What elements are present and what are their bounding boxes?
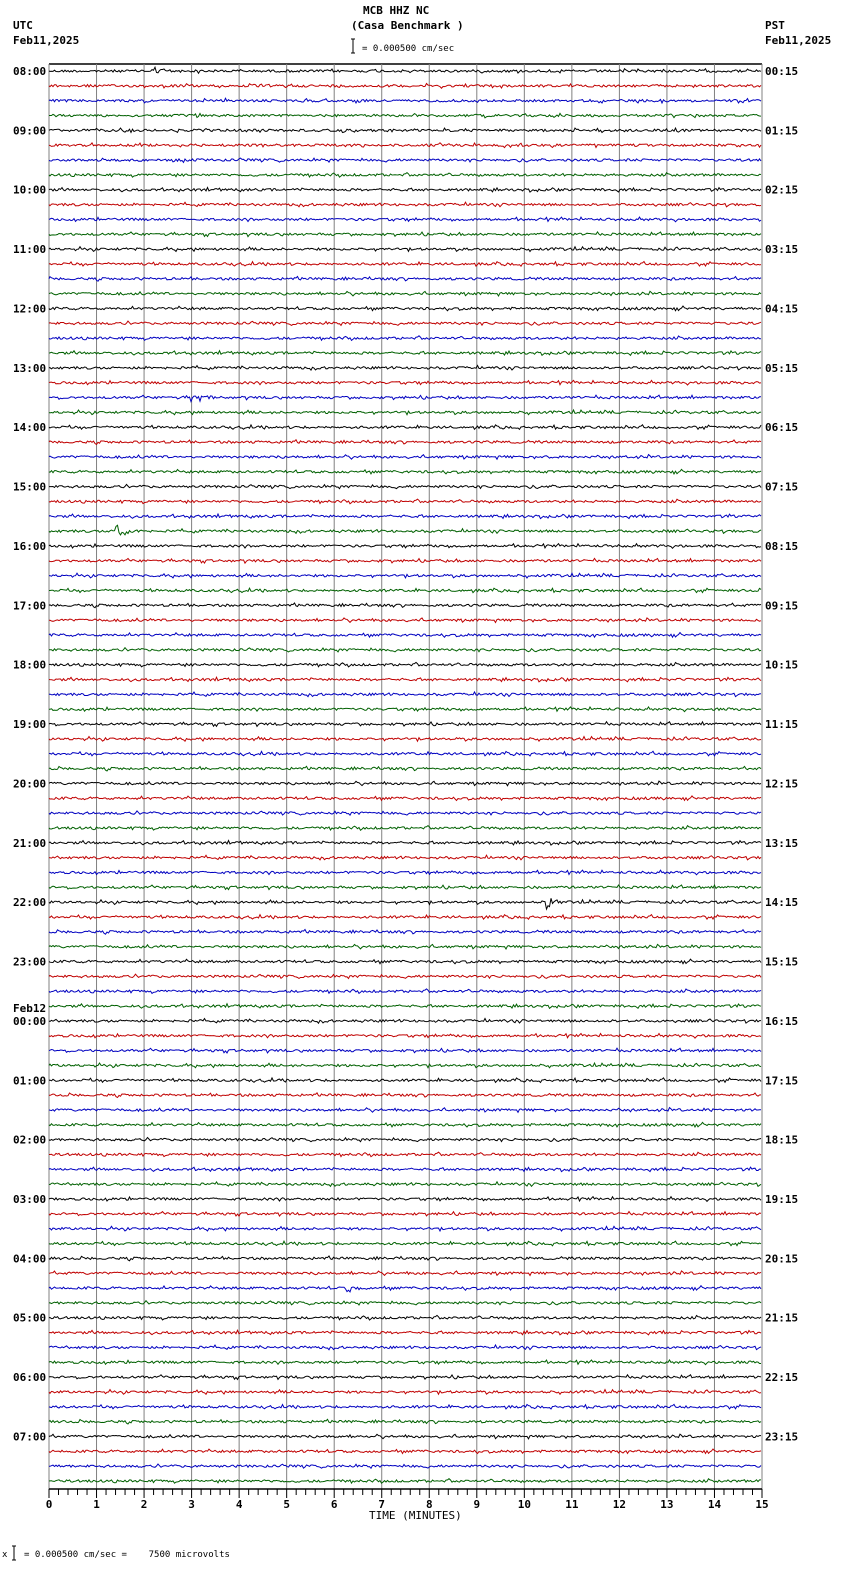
seismic-trace: [49, 1390, 761, 1395]
x-tick-label: 12: [612, 1498, 627, 1511]
scale-bar-icon: [351, 39, 355, 53]
seismic-trace: [49, 321, 761, 325]
utc-hour-label: 11:00: [13, 243, 47, 257]
seismic-trace: [49, 336, 761, 341]
pst-hour-label: 07:15: [765, 480, 799, 494]
seismic-trace: [49, 499, 761, 504]
utc-hour-label: 00:00: [13, 1014, 47, 1028]
seismic-trace: [49, 1048, 761, 1053]
utc-hour-label: 08:00: [13, 65, 47, 78]
seismic-trace: [49, 67, 761, 73]
seismic-trace: [49, 898, 761, 909]
footer-scale-bar-icon: [12, 1546, 16, 1560]
seismic-trace: [49, 662, 761, 667]
utc-hour-label: 09:00: [13, 124, 47, 138]
pst-hour-label: 00:15: [765, 65, 799, 78]
x-tick-label: 6: [330, 1498, 338, 1511]
seismic-trace: [49, 989, 761, 994]
seismic-trace: [49, 306, 761, 311]
seismic-trace: [49, 514, 761, 519]
pst-hour-label: 01:15: [765, 124, 799, 138]
x-axis-title: TIME (MINUTES): [369, 1509, 462, 1522]
seismic-trace: [49, 158, 761, 162]
seismic-trace: [49, 855, 761, 860]
seismic-trace: [49, 1182, 761, 1187]
seismic-trace: [49, 1464, 761, 1468]
seismic-trace: [49, 1167, 761, 1172]
station-location: (Casa Benchmark ): [351, 19, 464, 32]
seismic-trace: [49, 1063, 761, 1068]
utc-hour-label: 20:00: [13, 777, 47, 791]
seismic-trace: [49, 128, 761, 132]
utc-hour-label: 06:00: [13, 1371, 47, 1385]
seismic-trace: [49, 737, 761, 742]
station-title: MCB HHZ NC: [363, 4, 430, 17]
seismic-trace: [49, 380, 761, 385]
seismic-trace: [49, 410, 761, 415]
seismic-trace: [49, 525, 761, 535]
seismic-trace: [49, 1004, 761, 1009]
date-change-label: Feb12: [13, 1002, 47, 1015]
seismic-trace: [49, 618, 761, 623]
pst-hour-label: 22:15: [765, 1371, 799, 1385]
x-tick-label: 1: [93, 1498, 100, 1511]
seismic-trace: [49, 1138, 761, 1142]
pst-hour-label: 19:15: [765, 1193, 799, 1206]
seismic-trace: [49, 1286, 761, 1292]
seismic-trace: [49, 351, 761, 356]
utc-hour-label: 15:00: [13, 480, 47, 494]
seismic-trace: [49, 1226, 761, 1231]
utc-hour-label: 23:00: [13, 955, 47, 969]
seismic-trace: [49, 1122, 761, 1127]
seismic-trace: [49, 885, 761, 890]
seismic-trace: [49, 588, 761, 593]
pst-hour-label: 02:15: [765, 183, 799, 197]
seismic-trace: [49, 1301, 761, 1305]
utc-hour-label: 04:00: [13, 1252, 47, 1266]
seismic-trace: [49, 751, 761, 756]
pst-hour-label: 09:15: [765, 599, 799, 613]
pst-hour-label: 04:15: [765, 302, 799, 316]
seismic-trace: [49, 1315, 761, 1320]
seismic-trace: [49, 826, 761, 831]
utc-hour-label: 16:00: [13, 539, 47, 553]
seismic-trace: [49, 1212, 761, 1217]
seismic-trace: [49, 113, 761, 118]
seismic-trace: [49, 1093, 761, 1098]
seismic-trace: [49, 1241, 761, 1246]
x-tick-label: 8: [425, 1498, 433, 1511]
seismic-trace: [49, 1360, 761, 1365]
seismic-trace: [49, 1479, 761, 1484]
pst-hour-label: 03:15: [765, 243, 799, 257]
seismic-trace: [49, 603, 761, 608]
x-tick-label: 10: [517, 1498, 531, 1511]
seismic-trace: [49, 1449, 761, 1454]
x-tick-label: 3: [188, 1498, 195, 1511]
scale-label: = 0.000500 cm/sec: [362, 44, 455, 54]
utc-hour-label: 03:00: [13, 1193, 47, 1206]
seismic-trace: [49, 1256, 761, 1261]
seismic-trace: [49, 781, 761, 786]
utc-hour-label: 22:00: [13, 896, 47, 910]
x-tick-label: 4: [235, 1498, 243, 1511]
seismic-trace: [49, 202, 761, 207]
x-tick-label: 11: [565, 1498, 579, 1511]
utc-hour-label: 10:00: [13, 183, 47, 197]
seismic-trace: [49, 766, 761, 771]
seismic-trace: [49, 870, 761, 875]
left-date: Feb11,2025: [13, 34, 80, 47]
seismic-trace: [49, 930, 761, 935]
x-tick-label: 9: [473, 1498, 481, 1511]
right-date: Feb11,2025: [765, 34, 832, 47]
seismic-trace: [49, 915, 761, 920]
utc-hour-label: 01:00: [13, 1074, 47, 1088]
seismic-trace: [49, 291, 761, 296]
seismic-trace: [49, 455, 761, 460]
pst-hour-label: 17:15: [765, 1074, 799, 1088]
seismic-trace: [49, 1271, 761, 1276]
seismic-trace: [49, 247, 761, 252]
seismic-trace: [49, 677, 761, 682]
utc-hour-label: 12:00: [13, 302, 47, 316]
seismic-trace: [49, 558, 761, 563]
pst-hour-label: 20:15: [765, 1252, 799, 1266]
pst-hour-label: 05:15: [765, 361, 799, 375]
x-tick-label: 7: [378, 1498, 386, 1511]
seismic-trace: [49, 262, 761, 267]
x-tick-label: 0: [45, 1498, 53, 1511]
seismic-trace: [49, 188, 761, 193]
utc-hour-label: 13:00: [13, 361, 47, 375]
seismic-trace: [49, 440, 761, 445]
seismic-trace: [49, 1019, 761, 1024]
seismic-trace: [49, 1404, 761, 1409]
seismic-trace: [49, 425, 761, 430]
seismic-trace: [49, 1419, 761, 1424]
utc-hour-label: 05:00: [13, 1311, 47, 1325]
seismic-trace: [49, 944, 761, 949]
seismic-trace: [49, 707, 761, 712]
utc-hour-label: 07:00: [13, 1430, 47, 1444]
left-timezone: UTC: [13, 19, 33, 32]
pst-hour-label: 06:15: [765, 421, 799, 435]
seismic-trace: [49, 544, 761, 549]
seismic-trace: [49, 98, 761, 103]
pst-hour-label: 12:15: [765, 777, 799, 791]
utc-hour-label: 02:00: [13, 1133, 47, 1147]
x-tick-label: 15: [755, 1498, 769, 1511]
seismic-trace: [49, 722, 761, 727]
x-tick-label: 13: [660, 1498, 674, 1511]
seismic-trace: [49, 1034, 761, 1039]
utc-hour-label: 19:00: [13, 718, 47, 732]
pst-hour-label: 16:15: [765, 1014, 799, 1028]
seismic-trace: [49, 573, 761, 578]
seismic-trace: [49, 217, 761, 222]
utc-hour-label: 18:00: [13, 658, 47, 672]
pst-hour-label: 18:15: [765, 1133, 799, 1147]
pst-hour-label: 15:15: [765, 955, 799, 969]
pst-hour-label: 21:15: [765, 1311, 799, 1325]
utc-hour-label: 17:00: [13, 599, 47, 613]
utc-hour-label: 21:00: [13, 836, 47, 850]
seismic-trace: [49, 1108, 761, 1113]
pst-hour-label: 14:15: [765, 896, 799, 910]
seismic-trace: [49, 143, 761, 148]
seismic-trace: [49, 811, 761, 815]
seismic-trace: [49, 1330, 761, 1335]
seismic-trace: [49, 841, 761, 846]
seismic-trace: [49, 1152, 761, 1157]
seismic-trace: [49, 395, 761, 401]
utc-hour-label: 14:00: [13, 421, 47, 435]
seismic-trace: [49, 469, 761, 474]
seismic-trace: [49, 796, 761, 801]
pst-hour-label: 23:15: [765, 1430, 799, 1444]
seismic-trace: [49, 232, 761, 237]
pst-hour-label: 13:15: [765, 836, 799, 850]
seismic-trace: [49, 1375, 761, 1380]
seismic-trace: [49, 84, 761, 89]
seismic-trace: [49, 692, 761, 697]
pst-hour-label: 11:15: [765, 718, 799, 732]
seismic-trace: [49, 277, 761, 282]
pst-hour-label: 10:15: [765, 658, 799, 672]
seismic-trace: [49, 484, 761, 488]
seismic-trace: [49, 959, 761, 964]
right-timezone: PST: [765, 19, 785, 32]
seismic-trace: [49, 1078, 761, 1083]
x-tick-label: 14: [707, 1498, 722, 1511]
footer-scale-prefix: x: [2, 1550, 8, 1560]
seismic-trace: [49, 1434, 761, 1439]
x-tick-label: 5: [283, 1498, 290, 1511]
pst-hour-label: 08:15: [765, 539, 799, 553]
x-tick-label: 2: [140, 1498, 148, 1511]
seismic-trace: [49, 974, 761, 978]
seismic-trace: [49, 173, 761, 178]
seismic-trace: [49, 633, 761, 638]
seismic-trace: [49, 648, 761, 652]
footer-scale-text: = 0.000500 cm/sec = 7500 microvolts: [24, 1550, 230, 1560]
seismic-trace: [49, 365, 761, 370]
seismic-trace: [49, 1345, 761, 1350]
seismic-trace: [49, 1197, 761, 1202]
